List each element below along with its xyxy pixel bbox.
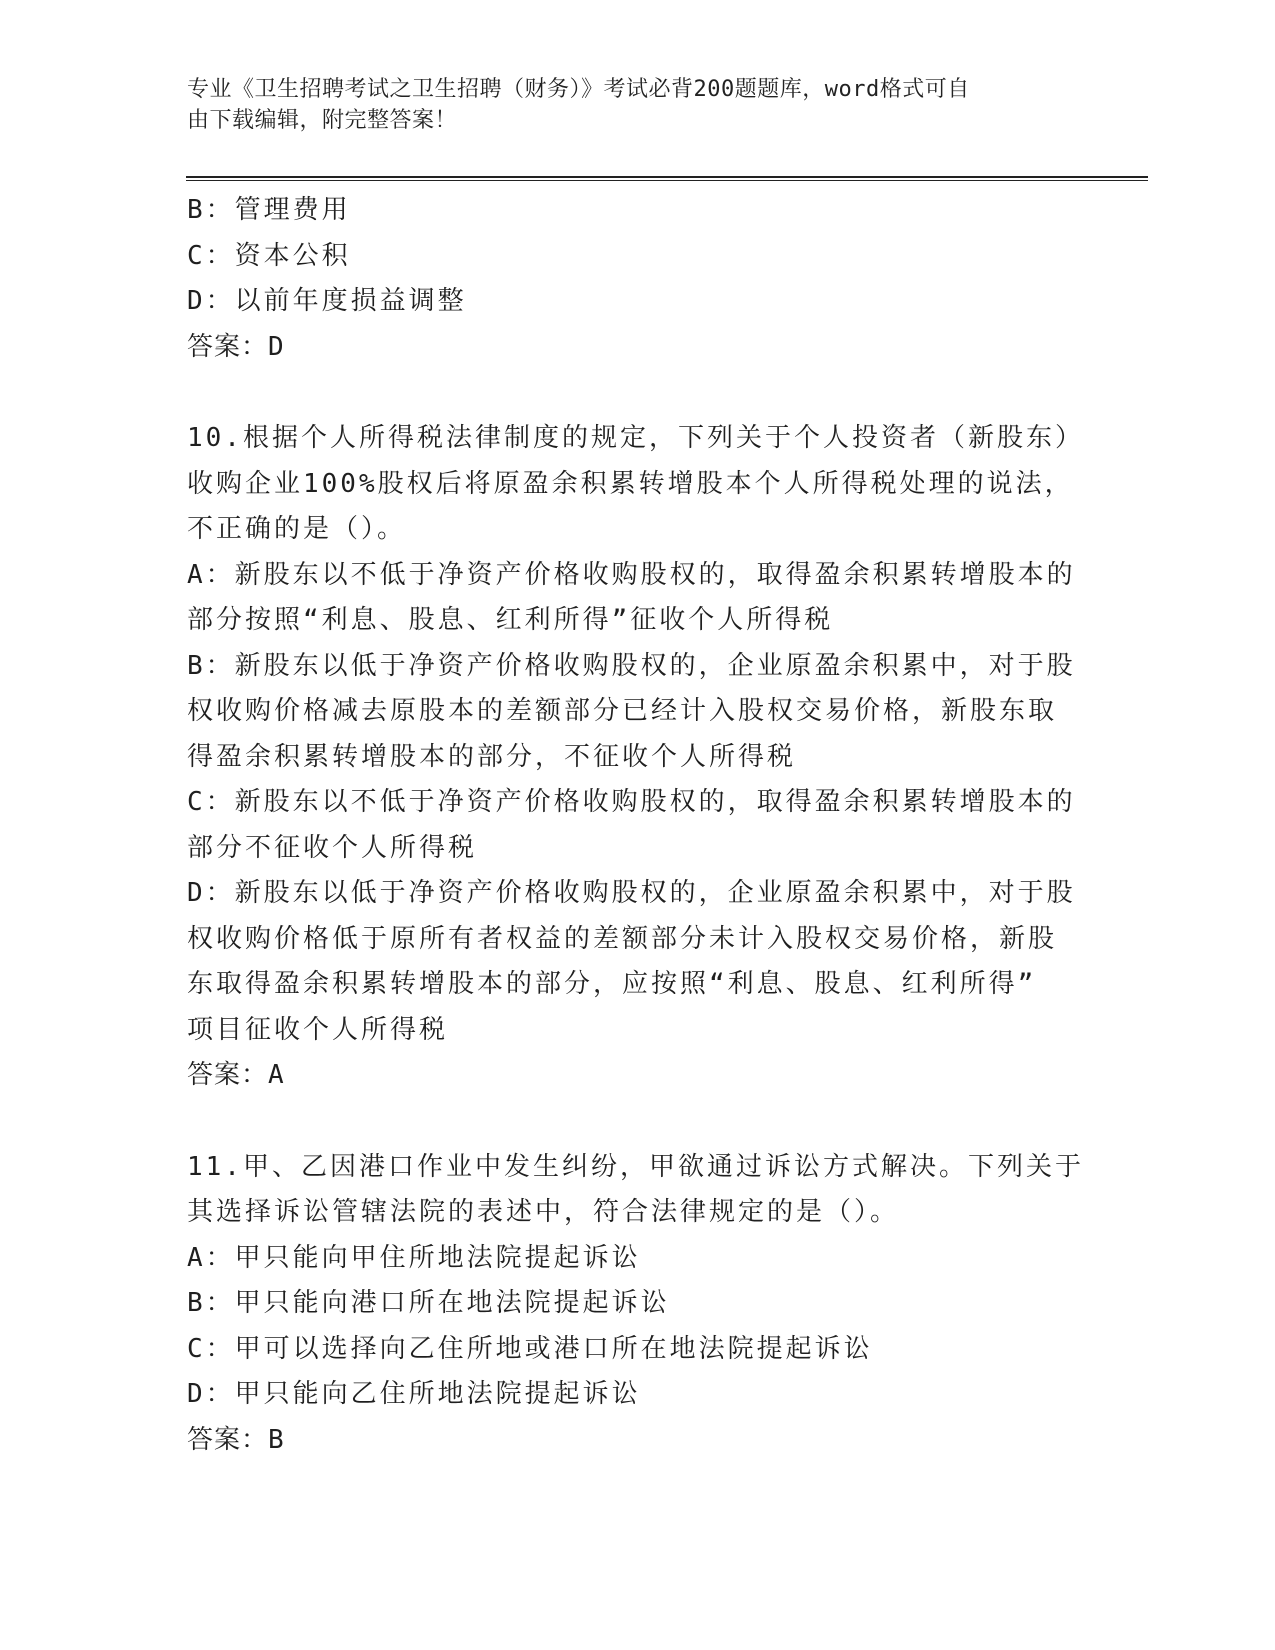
answer-line <box>187 325 1087 371</box>
answer-label: 答案： <box>187 1424 269 1455</box>
option-d: 项目征收个人所得税 <box>187 1014 449 1045</box>
option-b: 得盈余积累转增股本的部分，不征收个人所得税 <box>187 741 797 772</box>
question-stem: 收购企业100%股权后将原盈余积累转增股本个人所得税处理的说法， <box>187 468 1074 499</box>
option-b: B：管理费用 <box>187 195 351 225</box>
answer-line <box>187 1053 1087 1099</box>
option-d: D：甲只能向乙住所地法院提起诉讼 <box>187 1379 641 1409</box>
question-stem: 不正确的是（）。 <box>187 514 407 544</box>
option-a: 部分按照“利息、股息、红利所得”征收个人所得税 <box>187 605 834 635</box>
question-stem: 11.甲、乙因港口作业中发生纠纷，甲欲通过诉讼方式解决。下列关于 <box>187 1151 1084 1182</box>
header-title-line-2: 由下载编辑，附完整答案！ <box>187 108 458 133</box>
option-c: C：资本公积 <box>187 240 351 271</box>
answer-label: 答案： <box>187 1060 269 1090</box>
answer-line <box>187 1418 1087 1464</box>
answer-label: 答案： <box>187 331 269 362</box>
header-title-line-1: 专业《卫生招聘考试之卫生招聘（财务）》考试必背200题题库，word格式可自 <box>187 77 970 102</box>
spacer <box>187 1099 1087 1145</box>
option-c: C：甲可以选择向乙住所地或港口所在地法院提起诉讼 <box>187 1333 873 1364</box>
document-header <box>187 74 1087 136</box>
option-b: B：新股东以低于净资产价格收购股权的，企业原盈余积累中，对于股 <box>187 650 1076 681</box>
option-d: D：新股东以低于净资产价格收购股权的，企业原盈余积累中，对于股 <box>187 878 1076 908</box>
option-b: B：甲只能向港口所在地法院提起诉讼 <box>187 1288 670 1318</box>
option-d: 权收购价格低于原所有者权益的差额部分未计入股权交易价格，新股 <box>187 923 1058 954</box>
question-stem: 其选择诉讼管辖法院的表述中，符合法律规定的是（）。 <box>187 1197 900 1227</box>
option-b: 权收购价格减去原股本的差额部分已经计入股权交易价格，新股东取 <box>187 696 1058 726</box>
option-d: D：以前年度损益调整 <box>187 286 467 316</box>
option-a: A：新股东以不低于净资产价格收购股权的，取得盈余积累转增股本的 <box>187 559 1076 590</box>
option-c: 部分不征收个人所得税 <box>187 832 478 863</box>
question-11 <box>187 1145 1087 1464</box>
answer-value: B <box>268 1424 285 1455</box>
answer-value: D <box>268 331 285 362</box>
spacer <box>187 370 1087 416</box>
question-9-tail <box>187 188 1087 370</box>
document-body <box>187 188 1087 1463</box>
option-c: C：新股东以不低于净资产价格收购股权的，取得盈余积累转增股本的 <box>187 787 1076 817</box>
header-divider <box>186 176 1148 181</box>
answer-value: A <box>268 1060 285 1090</box>
option-d: 东取得盈余积累转增股本的部分，应按照“利息、股息、红利所得” <box>187 969 1037 999</box>
question-stem: 10.根据个人所得税法律制度的规定，下列关于个人投资者（新股东） <box>187 423 1084 453</box>
question-10 <box>187 416 1087 1099</box>
option-a: A：甲只能向甲住所地法院提起诉讼 <box>187 1242 641 1273</box>
